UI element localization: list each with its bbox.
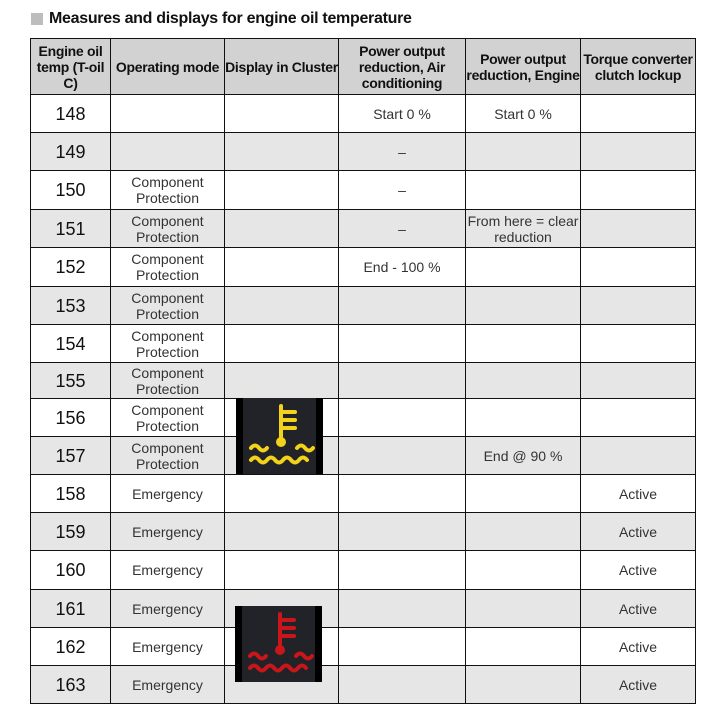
cell-display [225,171,339,210]
cell-temp: 156 [31,399,111,437]
cell-display [225,475,339,513]
cell-engine-reduction [466,171,581,210]
cell-display [225,248,339,287]
table-row [31,210,696,248]
cell-temp: 155 [31,363,111,399]
cell-tcc-lockup [581,210,696,248]
table-row [31,325,696,363]
table-row [31,399,696,437]
header-row [31,39,696,95]
cell-mode: Emergency [111,628,225,666]
cell-display [225,551,339,590]
cell-temp: 162 [31,628,111,666]
cell-tcc-lockup: Active [581,513,696,551]
cell-tcc-lockup [581,399,696,437]
cell-temp: 159 [31,513,111,551]
cell-ac-reduction [339,666,466,704]
cell-tcc-lockup [581,248,696,287]
cell-engine-reduction [466,551,581,590]
cell-ac-reduction: End - 100 % [339,248,466,287]
cell-ac-reduction [339,437,466,475]
cell-tcc-lockup [581,437,696,475]
cell-engine-reduction [466,590,581,628]
cell-engine-reduction [466,666,581,704]
section-title [31,10,412,28]
table-row [31,628,696,666]
cell-mode: Emergency [111,551,225,590]
cell-tcc-lockup [581,133,696,171]
cell-mode [111,133,225,171]
cell-engine-reduction: From here = clear reduction [466,210,581,248]
table-row [31,171,696,210]
cell-mode: Component Protection [111,325,225,363]
cell-ac-reduction [339,551,466,590]
cell-temp: 150 [31,171,111,210]
cell-mode: Component Protection [111,399,225,437]
cell-display [225,325,339,363]
cell-tcc-lockup: Active [581,666,696,704]
cell-temp: 163 [31,666,111,704]
table-row [31,287,696,325]
cell-mode: Emergency [111,590,225,628]
table-row [31,475,696,513]
header-tcc-lockup: Torque converter clutch lockup [581,39,696,95]
cell-mode: Component Protection [111,210,225,248]
cell-temp: 158 [31,475,111,513]
cell-tcc-lockup: Active [581,628,696,666]
cell-temp: 152 [31,248,111,287]
cell-ac-reduction: – [339,210,466,248]
table-row [31,363,696,399]
cell-ac-reduction [339,475,466,513]
cell-temp: 160 [31,551,111,590]
cell-ac-reduction [339,325,466,363]
cell-mode: Emergency [111,513,225,551]
cell-display [225,95,339,133]
cell-mode: Component Protection [111,363,225,399]
cell-mode: Component Protection [111,171,225,210]
oil-temp-warning-yellow-icon [236,398,323,474]
table-row [31,248,696,287]
cell-mode [111,95,225,133]
cell-temp: 161 [31,590,111,628]
cell-engine-reduction: Start 0 % [466,95,581,133]
header-display: Display in Cluster [225,39,339,95]
cell-engine-reduction [466,628,581,666]
oil-temp-critical-red-icon [235,606,322,682]
table-row [31,513,696,551]
table-row [31,437,696,475]
cell-mode: Emergency [111,666,225,704]
cell-display [225,133,339,171]
cell-display [225,363,339,399]
table-row [31,666,696,704]
cell-tcc-lockup [581,363,696,399]
cell-display [225,287,339,325]
header-temp: Engine oil temp (T-oil C) [31,39,111,95]
header-ac-reduction: Power output reduction, Air conditioning [339,39,466,95]
cell-engine-reduction [466,513,581,551]
cell-mode: Component Protection [111,248,225,287]
cell-ac-reduction [339,628,466,666]
cell-engine-reduction [466,287,581,325]
cell-mode: Emergency [111,475,225,513]
table-row [31,590,696,628]
cell-temp: 157 [31,437,111,475]
cell-ac-reduction [339,363,466,399]
cell-tcc-lockup: Active [581,475,696,513]
cell-temp: 148 [31,95,111,133]
cell-ac-reduction [339,513,466,551]
cell-temp: 151 [31,210,111,248]
cell-tcc-lockup [581,287,696,325]
cell-display [225,210,339,248]
cell-temp: 154 [31,325,111,363]
table-row [31,551,696,590]
cell-engine-reduction [466,363,581,399]
cell-ac-reduction [339,287,466,325]
cell-display [225,513,339,551]
cell-engine-reduction [466,399,581,437]
cell-engine-reduction [466,133,581,171]
title-text: Measures and displays for engine oil temperature [49,10,412,27]
cell-tcc-lockup [581,325,696,363]
cell-tcc-lockup: Active [581,551,696,590]
cell-engine-reduction [466,475,581,513]
cell-ac-reduction: – [339,171,466,210]
cell-tcc-lockup [581,171,696,210]
table-row [31,95,696,133]
table-row [31,133,696,171]
cell-engine-reduction [466,325,581,363]
cell-mode: Component Protection [111,437,225,475]
cell-ac-reduction: Start 0 % [339,95,466,133]
cell-tcc-lockup [581,95,696,133]
cell-ac-reduction [339,399,466,437]
cell-temp: 149 [31,133,111,171]
cell-engine-reduction [466,248,581,287]
cell-ac-reduction [339,590,466,628]
header-engine-reduction: Power output reduction, Engine [466,39,581,95]
title-marker [31,13,43,25]
cell-tcc-lockup: Active [581,590,696,628]
cell-ac-reduction: – [339,133,466,171]
cell-mode: Component Protection [111,287,225,325]
cell-temp: 153 [31,287,111,325]
header-mode: Operating mode [111,39,225,95]
cell-engine-reduction: End @ 90 % [466,437,581,475]
oil-temp-table [30,38,696,704]
